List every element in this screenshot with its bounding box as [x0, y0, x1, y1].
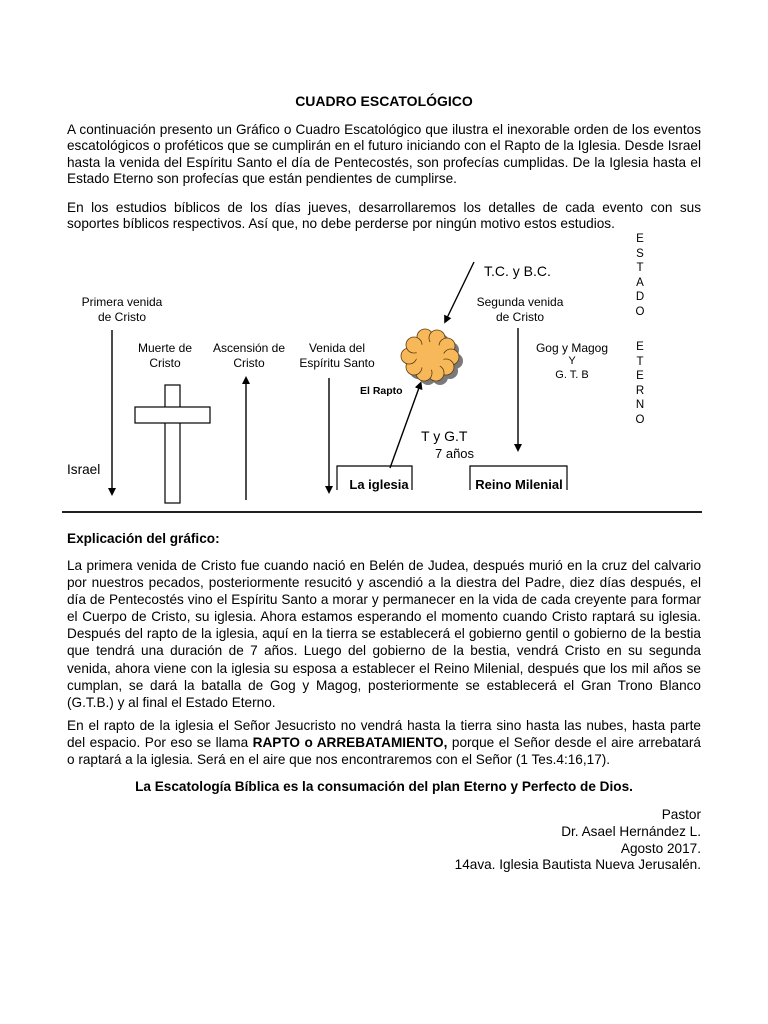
page-title: CUADRO ESCATOLÓGICO	[295, 93, 473, 109]
explicacion-heading: Explicación del gráfico:	[67, 531, 220, 546]
closing-statement: La Escatología Bíblica es la consumación del plan Eterno y Perfecto de Dios.	[135, 779, 633, 794]
espiritu-santo-label: Venida del Espíritu Santo	[299, 341, 375, 370]
rapto-paragraph: En el rapto de la iglesia el Señor Jesucristo no vendrá hasta la tierra sino hasta las nubes, hasta parte del espacio. Por eso se llama RAPTO o ARREBATAMIENTO, porque el Señor desde el aire arrebatará o raptará a la iglesia. Será en el aire que nos encontraremos con el Señor (1 Tes.4:16,17).	[67, 718, 701, 768]
explicacion-paragraph: La primera venida de Cristo fue cuando nació en Belén de Judea, después murió en la cruz del calvario por nuestros pecados, posteriormente resucitó y ascendió a la diestra del Padre, diez días después, el día de Pentecostés vino el Espíritu Santo a morar y permanecer en la vida de cada creyente para formar el Cuerpo de Cristo, su iglesia. Ahora estamos esperando el momento cuando Cristo raptará su iglesia. Después del rapto de la iglesia, aquí en la tierra se establecerá el gobierno gentil o gobierno de la bestia que tendrá una duración de 7 años. Luego del gobierno de la bestia, vendrá Cristo en su segunda venida, ahora viene con la iglesia su esposa a establecer el Reino Milenial, después que los mil años se cumplan, se dará la batalla de Gog y Magog, posteriormente se establecerá el Gran Trono Blanco (G.T.B.) y al final el Estado Eterno.	[67, 558, 701, 710]
gog-y-label: Y	[568, 355, 576, 367]
la-iglesia-label: La iglesia	[349, 477, 409, 492]
intro-paragraph-2: En los estudios bíblicos de los días jueves, desarrollaremos los detalles de cada evento con sus soportes bíblicos respectivos. Así que, no debe perderse por ningún motivo estos estudios.	[67, 200, 701, 232]
israel-label: Israel	[67, 462, 101, 477]
muerte-label: Muerte de Cristo	[137, 341, 193, 370]
segunda-venida-label: Segunda venida de Cristo	[476, 295, 564, 324]
ascension-label: Ascensión de Cristo	[212, 341, 286, 370]
gog-magog-label: Gog y Magog	[535, 341, 609, 355]
siete-anos-label: 7 años	[435, 446, 475, 461]
eterno-vertical-label: E T E R N O	[635, 341, 645, 426]
reino-milenial-label: Reino Milenial	[475, 477, 563, 492]
tc-bc-label: T.C. y B.C.	[484, 263, 551, 279]
primera-venida-label: Primera venida de Cristo	[81, 295, 163, 324]
estado-vertical-label: E S T A D O	[635, 233, 645, 318]
rapto-emphasis: RAPTO o ARREBATAMIENTO,	[252, 735, 448, 751]
cloud-icon	[401, 329, 463, 385]
tyg-label: T y G.T	[421, 428, 468, 444]
el-rapto-label: El Rapto	[360, 385, 403, 397]
cross-icon	[135, 385, 210, 503]
rapto-arrow	[390, 385, 420, 468]
intro-paragraph-1: A continuación presento un Gráfico o Cuadro Escatológico que ilustra el inexorable orden de los eventos escatológicos o proféticos que se cumplirán en el futuro iniciando con el Rapto de la Iglesia. Desde Israel hasta la venida del Espíritu Santo el día de Pentecostés, son profecías cumplidas. De la Iglesia hasta el Estado Eterno son profecías que están pendientes de cumplirse.	[67, 122, 701, 187]
gtb-label: G. T. B	[555, 369, 589, 381]
signature-block: Pastor Dr. Asael Hernández L. Agosto 2017. 14ava. Iglesia Bautista Nueva Jerusalén.	[454, 807, 701, 873]
